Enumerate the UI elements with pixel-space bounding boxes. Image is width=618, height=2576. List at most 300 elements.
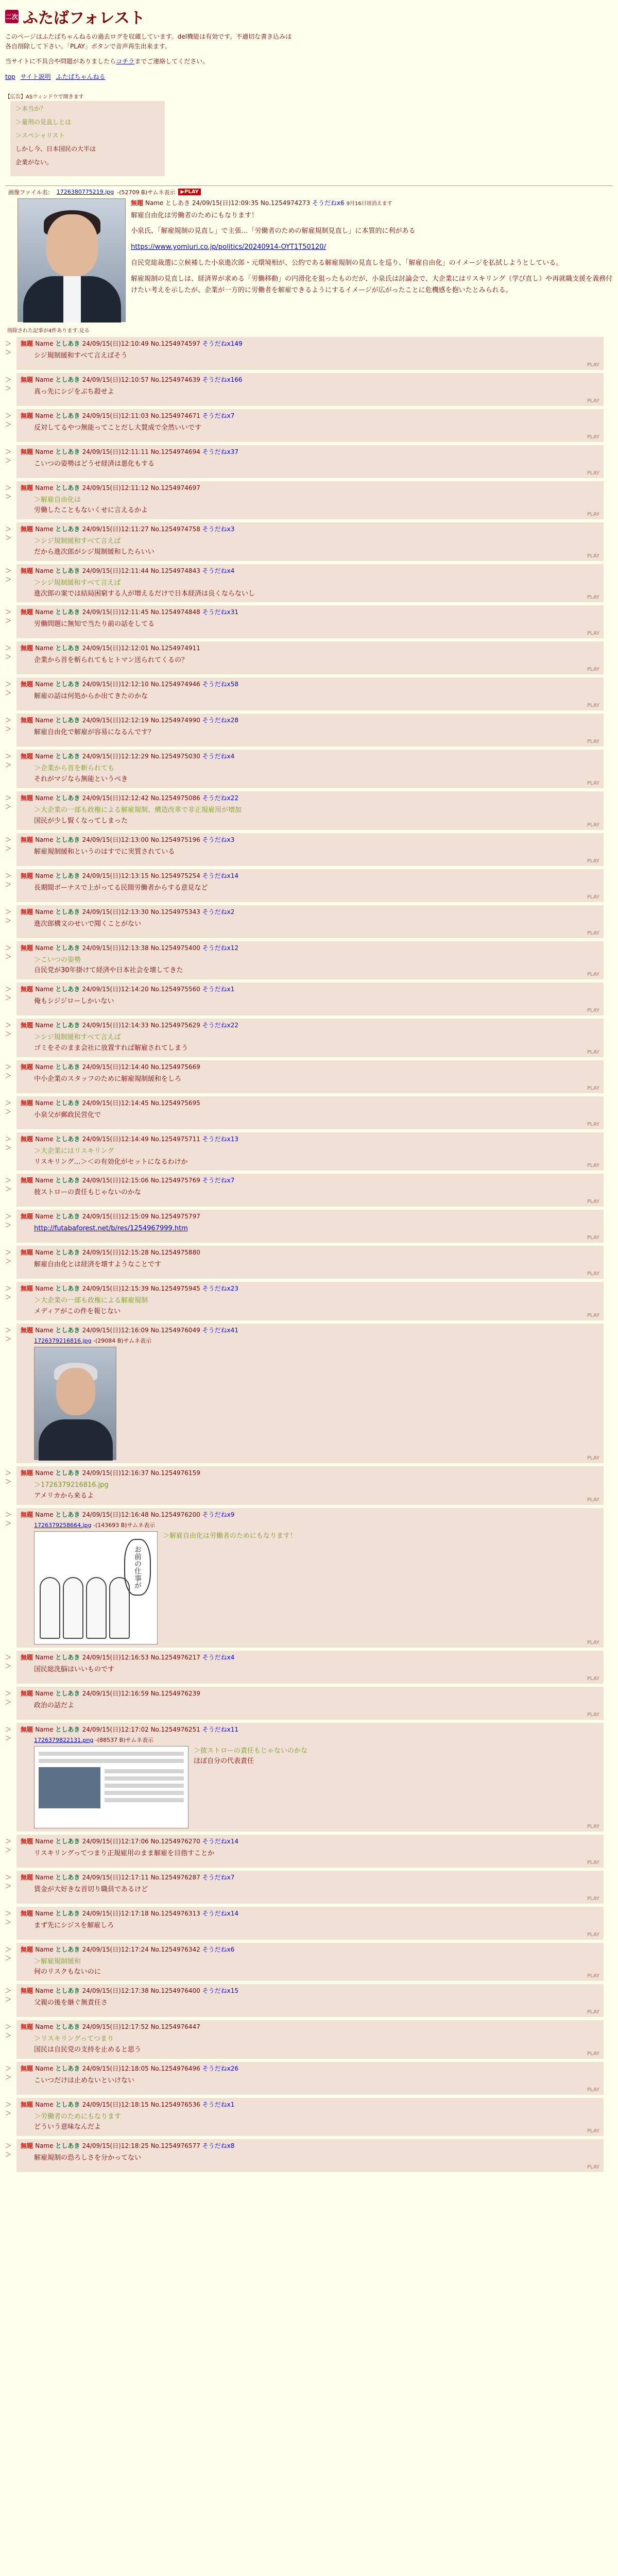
reply-text: 進次郎構文のせいで聞くことがない [34, 920, 142, 928]
reply-row [5, 2098, 613, 2137]
reply-body [21, 1146, 598, 1168]
reply-number[interactable]: No.1254974848 [150, 608, 202, 616]
reply-arrow: ＞＞ [5, 1725, 12, 1742]
news-text-bar [105, 1784, 184, 1788]
reply-body [21, 691, 598, 702]
play-button[interactable]: PLAY [587, 1823, 599, 1829]
reply-text: 解雇の話は何処からか出てきたのかな [34, 692, 148, 701]
attachment-link[interactable]: 1726379258664.jpg [34, 1521, 92, 1529]
reply-user: としあき [55, 567, 82, 574]
reply-body [21, 2034, 598, 2056]
reply-title: 無題 [21, 1063, 36, 1071]
reply-soudane[interactable]: そうだねx149 [202, 340, 243, 347]
reply-title: 無題 [21, 2100, 36, 2108]
reply-arrow: ＞＞ [5, 1213, 12, 1229]
reply-number[interactable]: No.1254974694 [150, 448, 202, 455]
reply-body [21, 1480, 598, 1502]
reply-row [5, 1096, 613, 1129]
reply-body [21, 1032, 598, 1054]
reply-name-label: Name [35, 608, 56, 616]
reply-image-wrap [21, 1347, 598, 1460]
reply-title: 無題 [21, 412, 36, 419]
reply-body [21, 805, 598, 827]
reply-soudane[interactable]: そうだねx14 [202, 1909, 239, 1917]
reply-title: 無題 [21, 1249, 36, 1257]
reply-date: 24/09/15(日)12:17:06 [82, 1837, 151, 1845]
reply-post [16, 1210, 604, 1243]
op-url-link[interactable]: https://www.yomiuri.co.jp/politics/20240914-OYT1T50120/ [131, 243, 326, 251]
manga-figure [86, 1577, 107, 1639]
play-button[interactable]: PLAY [587, 2164, 599, 2171]
reply-body [21, 536, 598, 558]
reply-post [16, 1871, 604, 1904]
play-button[interactable]: PLAY [587, 1121, 599, 1127]
reply-row [5, 750, 613, 788]
reply-title: 無題 [21, 1469, 36, 1477]
op-number[interactable]: No.1254974273 [260, 199, 311, 207]
reply-post [16, 750, 604, 788]
reply-title: 無題 [21, 872, 36, 879]
play-button[interactable]: PLAY [587, 739, 599, 745]
play-button[interactable]: PLAY [587, 1455, 599, 1461]
reply-name-label: Name [35, 1326, 56, 1334]
site-logo[interactable]: 二次 [5, 10, 19, 23]
reply-name-label: Name [35, 986, 56, 993]
reply-user: としあき [55, 908, 82, 916]
reply-date: 24/09/15(日)12:16:48 [82, 1511, 151, 1518]
reply-soudane[interactable]: そうだねx15 [202, 1987, 239, 1995]
reply-soudane[interactable]: そうだねx22 [202, 794, 239, 802]
play-button[interactable]: PLAY [587, 1271, 599, 1277]
reply-soudane[interactable]: そうだねx23 [202, 1285, 239, 1293]
reply-name-label: Name [35, 836, 56, 843]
reply-header [21, 716, 598, 724]
play-button[interactable]: PLAY [587, 1049, 599, 1055]
reply-number[interactable]: No.1254975695 [150, 1099, 200, 1107]
reply-date: 24/09/15(日)12:16:53 [82, 1653, 151, 1661]
reply-quote: ＞大企業にはリスキリング [34, 1147, 114, 1155]
play-button[interactable]: PLAY [587, 1085, 599, 1091]
reply-body [21, 2076, 598, 2087]
news-image-thumbnail[interactable] [34, 1746, 188, 1828]
reply-number[interactable]: No.1254976447 [150, 2023, 200, 2031]
play-button[interactable]: PLAY [587, 822, 599, 828]
reply-user: としあき [55, 717, 82, 724]
reply-number[interactable]: No.1254974911 [150, 645, 200, 652]
reply-name-label: Name [35, 484, 56, 492]
reply-arrow: ＞＞ [5, 1873, 12, 1890]
reply-arrow: ＞＞ [5, 1909, 12, 1926]
play-button[interactable]: PLAY [587, 2087, 599, 2093]
reply-text: 国民総洗脳はいいものです [34, 1665, 115, 1673]
reply-body [21, 1957, 598, 1978]
reply-date: 24/09/15(日)12:15:39 [82, 1285, 151, 1293]
reply-arrow: ＞＞ [5, 872, 12, 888]
reply-number[interactable]: No.1254975629 [150, 1022, 202, 1029]
reply-soudane[interactable]: そうだねx9 [202, 1511, 235, 1518]
reply-soudane[interactable]: そうだねx7 [202, 412, 235, 419]
reply-name-label: Name [35, 1063, 56, 1071]
reply-title: 無題 [21, 1873, 36, 1881]
reply-text: リスキリング…＞＜の有効化がセットになるわけか [34, 1158, 188, 1166]
omitted-notice[interactable]: 削除された記事が4件あります.見る [7, 328, 90, 334]
op-thumbnail[interactable] [18, 198, 126, 322]
reply-title: 無題 [21, 1135, 36, 1143]
notice-text-2-head: 当サイトに不具合や問題がありましたら [5, 58, 116, 65]
reply-row [5, 677, 613, 710]
reply-soudane[interactable]: そうだねx166 [202, 376, 243, 383]
reply-text: 労働問題に無知で当たり前の話をしてる [34, 620, 155, 629]
reply-user: としあき [55, 645, 82, 652]
reply-soudane[interactable]: そうだねx6 [202, 1945, 235, 1953]
reply-row [5, 905, 613, 938]
reply-number[interactable]: No.1254976287 [150, 1873, 202, 1881]
play-button[interactable]: PLAY [587, 1639, 599, 1646]
reply-number[interactable]: No.1254975769 [150, 1177, 202, 1184]
reply-row [5, 445, 613, 478]
nav-futaba-link[interactable]: ふたばちゃんねる [56, 73, 106, 80]
reply-date: 24/09/15(日)12:14:33 [82, 1022, 151, 1029]
reply-name-label: Name [35, 2100, 56, 2108]
reply-soudane[interactable]: そうだねx26 [202, 2064, 239, 2072]
nav-top-link[interactable]: top [5, 73, 15, 80]
reply-post [16, 2062, 604, 2095]
reply-date: 24/09/15(日)12:13:30 [82, 908, 151, 916]
attachment-link[interactable]: 1726379216816.jpg [34, 1337, 92, 1344]
reply-number[interactable]: No.1254975086 [150, 794, 202, 802]
reply-text: 小泉父が郵政民営化で [34, 1111, 101, 1119]
reply-header [21, 1468, 598, 1477]
contact-link[interactable]: コチラ [116, 58, 135, 65]
reply-number[interactable]: No.1254976049 [150, 1326, 202, 1334]
play-button[interactable]: PLAY [587, 470, 599, 476]
reply-row [5, 1019, 613, 1057]
reply-number[interactable]: No.1254975797 [150, 1213, 200, 1221]
play-button[interactable]: PLAY [587, 2050, 599, 2057]
reply-soudane[interactable]: そうだねx41 [202, 1326, 239, 1334]
play-button[interactable]: PLAY [587, 667, 599, 673]
reply-number[interactable]: No.1254976536 [150, 2100, 202, 2108]
reply-post [16, 1174, 604, 1207]
reply-header [21, 1873, 598, 1882]
op-text-4: 解雇規制の見直しは、経済界が求める「労働移動」の円滑化を狙ったものだが、小泉氏は討論会で、大企業にはリスキリング（学び直し）や再就職支援を義務付けたい考えを示したが、企業が一方的に労働者を解雇できるようにするイメージが広がったことに危機感を抱いたとみられる。 [131, 275, 613, 295]
reply-soudane[interactable]: そうだねx31 [202, 608, 239, 616]
reply-number[interactable]: No.1254976496 [150, 2064, 202, 2072]
reply-number[interactable]: No.1254975196 [150, 836, 202, 843]
reply-date: 24/09/15(日)12:12:01 [82, 645, 151, 652]
reply-number[interactable]: No.1254974990 [150, 717, 202, 724]
reply-text: 賃金が大好きな首切り職員であるけど [34, 1885, 148, 1893]
reply-number[interactable]: No.1254974639 [150, 376, 202, 383]
reply-title: 無題 [21, 1837, 36, 1845]
reply-post [16, 409, 604, 442]
reply-number[interactable]: No.1254974758 [150, 526, 202, 533]
reply-body [21, 1074, 598, 1085]
reply-arrow: ＞＞ [5, 1987, 12, 2004]
reply-body [21, 1998, 598, 2009]
reply-title: 無題 [21, 1326, 36, 1334]
reply-user: としあき [55, 681, 82, 688]
reply-header [21, 524, 598, 533]
reply-row [5, 982, 613, 1015]
reply-body [21, 1885, 598, 1895]
reply-number[interactable]: No.1254976200 [150, 1511, 202, 1518]
play-button[interactable]: PLAY [587, 1859, 599, 1866]
reply-user: としあき [55, 1063, 82, 1071]
reply-number[interactable]: No.1254976577 [150, 2142, 202, 2150]
reply-number[interactable]: No.1254976400 [150, 1987, 202, 1995]
play-button[interactable]: PLAY [587, 1711, 599, 1718]
reply-soudane[interactable]: そうだねx8 [202, 2142, 235, 2150]
reply-text: だから進次郎がシジ規制緩和したらいい [34, 548, 154, 556]
reply-name-label: Name [35, 1725, 56, 1733]
reply-quote: ＞彼ストローの責任もじゃないのかな [194, 1747, 308, 1755]
reply-name-label: Name [35, 1945, 56, 1953]
reply-number[interactable]: No.1254974671 [150, 412, 202, 419]
reply-text: 俺もシジジローしかいない [34, 997, 114, 1006]
reply-user: としあき [55, 836, 82, 843]
reply-row [5, 641, 613, 674]
reply-text: それがマジなら無能というべき [34, 775, 128, 784]
play-button[interactable]: PLAY [587, 1312, 599, 1318]
reply-title: 無題 [21, 526, 36, 533]
play-button[interactable]: PLAY [587, 972, 599, 978]
play-button[interactable]: PLAY [587, 2128, 599, 2134]
reply-body [21, 387, 598, 398]
reply-arrow: ＞＞ [5, 1285, 12, 1301]
play-button[interactable]: PLAY [587, 631, 599, 637]
reply-soudane[interactable]: そうだねx4 [202, 567, 235, 574]
reply-name-label: Name [35, 1511, 56, 1518]
op-text [131, 210, 613, 297]
reply-header [21, 1062, 598, 1071]
reply-soudane[interactable]: そうだねx14 [202, 872, 239, 879]
reply-row [5, 564, 613, 603]
reply-post [16, 564, 604, 603]
reply-post [16, 481, 604, 520]
reply-body [21, 919, 598, 930]
news-text-bar [39, 1752, 184, 1756]
reply-soudane[interactable]: そうだねx12 [202, 944, 239, 952]
attachment-info: -(88537 B)サムネ表示 [93, 1736, 153, 1743]
reply-number[interactable]: No.1254975343 [150, 908, 202, 916]
reply-body [21, 996, 598, 1007]
reply-number[interactable]: No.1254976313 [150, 1909, 202, 1917]
reply-post [16, 905, 604, 938]
reply-soudane[interactable]: そうだねx7 [202, 1177, 235, 1184]
reply-number[interactable]: No.1254974843 [150, 567, 202, 574]
reply-soudane[interactable]: そうだねx14 [202, 1837, 239, 1845]
reply-title: 無題 [21, 986, 36, 993]
reply-soudane[interactable]: そうだねx3 [202, 526, 235, 533]
reply-arrow: ＞＞ [5, 412, 12, 428]
play-button[interactable]: PLAY [587, 512, 599, 518]
reply-image-wrap [21, 1746, 598, 1828]
reply-text: 反対してるやつ無能ってことだし大賛成で全然いいです [34, 423, 202, 432]
reply-arrow: ＞＞ [5, 1689, 12, 1706]
reply-soudane[interactable]: そうだねx58 [202, 681, 239, 688]
reply-soudane[interactable]: そうだねx4 [202, 1653, 235, 1661]
reply-soudane[interactable]: そうだねx1 [202, 986, 235, 993]
reply-list [5, 337, 613, 2173]
play-button[interactable]: PLAY [587, 434, 599, 440]
reply-quote: ＞大企業の一部も政権による解雇規制、構造改革で非正規雇用が増加 [34, 806, 242, 814]
reply-soudane[interactable]: そうだねx4 [202, 753, 235, 760]
reply-header [21, 375, 598, 384]
manga-image-thumbnail[interactable] [34, 1531, 158, 1645]
op-expire: 9月16日頃消えます [346, 200, 392, 207]
reply-arrow: ＞＞ [5, 567, 12, 583]
play-button[interactable]: PLAY [587, 398, 599, 404]
play-button[interactable]: PLAY [587, 1497, 599, 1503]
op-file-link[interactable]: 1726380775219.jpg [56, 189, 114, 196]
reply-number[interactable]: No.1254975945 [150, 1285, 202, 1293]
ad-label: 【広告】ASウィンドウで開きます [5, 94, 84, 100]
reply-header [21, 943, 598, 952]
reply-number[interactable]: No.1254976270 [150, 1837, 202, 1845]
reply-user: としあき [55, 484, 82, 492]
reply-user: としあき [55, 608, 82, 616]
reply-soudane[interactable]: そうだねx2 [202, 908, 235, 916]
ad-text-2: 企業がない。 [15, 158, 53, 166]
reply-date: 24/09/15(日)12:16:09 [82, 1326, 151, 1334]
reply-quote: ＞1726379216816.jpg [34, 1481, 109, 1489]
image-part [56, 1368, 95, 1415]
news-text-bar [105, 1776, 184, 1781]
reply-name-label: Name [35, 1653, 56, 1661]
reply-name-label: Name [35, 944, 56, 952]
reply-link[interactable]: http://futabaforest.net/b/res/1254967999.htm [34, 1225, 188, 1233]
play-button[interactable]: PLAY [587, 1008, 599, 1014]
reply-soudane[interactable]: そうだねx3 [202, 836, 235, 843]
reply-body [21, 1665, 598, 1675]
reply-image-thumbnail[interactable] [34, 1347, 116, 1460]
reply-number[interactable]: No.1254974946 [150, 681, 202, 688]
reply-title: 無題 [21, 1213, 36, 1221]
reply-date: 24/09/15(日)12:16:37 [82, 1469, 151, 1477]
reply-user: としあき [55, 2100, 82, 2108]
reply-header [21, 566, 598, 575]
reply-number[interactable]: No.1254974597 [150, 340, 202, 347]
reply-number[interactable]: No.1254975254 [150, 872, 202, 879]
reply-title: 無題 [21, 448, 36, 455]
reply-arrow: ＞＞ [5, 1099, 12, 1115]
play-button[interactable]: PLAY [587, 1235, 599, 1241]
reply-row [5, 337, 613, 370]
reply-number[interactable]: No.1254976251 [150, 1725, 202, 1733]
reply-text: 国民が少し賢くなってしまった [34, 817, 128, 825]
reply-date: 24/09/15(日)12:13:15 [82, 872, 151, 879]
reply-soudane[interactable]: そうだねx11 [202, 1725, 239, 1733]
reply-date: 24/09/15(日)12:11:45 [82, 608, 151, 616]
news-text-bar [39, 1759, 184, 1763]
ad-box[interactable] [10, 101, 165, 176]
divider [5, 185, 613, 186]
play-button[interactable]: PLAY [587, 553, 599, 559]
op-text-1: 解雇自由化は労働者のためにもなります！ [131, 211, 259, 219]
nav-help-link[interactable]: サイト説明 [20, 73, 51, 80]
reply-body [21, 2112, 598, 2133]
play-button[interactable]: PLAY [587, 858, 599, 864]
reply-attachment [34, 1336, 598, 1345]
op-play-button[interactable]: ▶PLAY [178, 189, 200, 195]
op-body [131, 198, 613, 322]
reply-soudane[interactable]: そうだねx22 [202, 1022, 239, 1029]
reply-date: 24/09/15(日)12:18:25 [82, 2142, 151, 2150]
play-button[interactable]: PLAY [587, 595, 599, 601]
reply-soudane[interactable]: そうだねx13 [202, 1135, 239, 1143]
reply-arrow: ＞＞ [5, 1653, 12, 1670]
reply-arrow: ＞＞ [5, 608, 12, 625]
reply-number[interactable]: No.1254976342 [150, 1945, 202, 1953]
reply-user: としあき [55, 1987, 82, 1995]
play-button[interactable]: PLAY [587, 1163, 599, 1169]
reply-title: 無題 [21, 1099, 36, 1107]
reply-number[interactable]: No.1254975669 [150, 1063, 200, 1071]
site-title: ふたばフォレスト [23, 9, 145, 27]
play-button[interactable]: PLAY [587, 1895, 599, 1902]
reply-title: 無題 [21, 753, 36, 760]
reply-date: 24/09/15(日)12:14:40 [82, 1063, 151, 1071]
reply-date: 24/09/15(日)12:14:20 [82, 986, 151, 993]
play-button[interactable]: PLAY [587, 1199, 599, 1205]
reply-number[interactable]: No.1254976239 [150, 1689, 200, 1697]
reply-soudane[interactable]: そうだねx28 [202, 717, 239, 724]
reply-user: としあき [55, 376, 82, 383]
play-button[interactable]: PLAY [587, 1931, 599, 1938]
reply-soudane[interactable]: そうだねx1 [202, 2100, 235, 2108]
reply-row [5, 1943, 613, 1981]
reply-number[interactable]: No.1254975880 [150, 1249, 200, 1257]
reply-user: としあき [55, 2142, 82, 2150]
reply-row [5, 1174, 613, 1207]
reply-number[interactable]: No.1254974697 [150, 484, 200, 492]
reply-number[interactable]: No.1254976217 [150, 1653, 202, 1661]
play-button[interactable]: PLAY [587, 930, 599, 936]
reply-number[interactable]: No.1254975711 [150, 1135, 202, 1143]
reply-row [5, 1907, 613, 1940]
reply-number[interactable]: No.1254976159 [150, 1469, 200, 1477]
reply-header [21, 1653, 598, 1662]
reply-title: 無題 [21, 608, 36, 616]
play-button[interactable]: PLAY [587, 362, 599, 368]
reply-name-label: Name [35, 567, 56, 574]
reply-soudane[interactable]: そうだねx7 [202, 1873, 235, 1881]
reply-row [5, 833, 613, 866]
play-button[interactable]: PLAY [587, 780, 599, 786]
reply-number[interactable]: No.1254975030 [150, 753, 202, 760]
reply-user: としあき [55, 753, 82, 760]
play-button[interactable]: PLAY [587, 1973, 599, 1979]
play-button[interactable]: PLAY [587, 703, 599, 709]
reply-soudane[interactable]: そうだねx37 [202, 448, 239, 455]
reply-arrow: ＞＞ [5, 2142, 12, 2159]
reply-title: 無題 [21, 567, 36, 574]
play-button[interactable]: PLAY [587, 894, 599, 900]
play-button[interactable]: PLAY [587, 1675, 599, 1682]
reply-number[interactable]: No.1254975400 [150, 944, 202, 952]
attachment-link[interactable]: 1726379822131.png [34, 1736, 94, 1743]
play-button[interactable]: PLAY [587, 2009, 599, 2015]
reply-user: としあき [55, 872, 82, 879]
reply-post [16, 833, 604, 866]
reply-header [21, 339, 598, 348]
op-soudane[interactable]: そうだねx6 [312, 199, 345, 207]
reply-header [21, 793, 598, 802]
reply-body [21, 2153, 598, 2164]
reply-number[interactable]: No.1254975560 [150, 986, 202, 993]
reply-header [21, 411, 598, 420]
